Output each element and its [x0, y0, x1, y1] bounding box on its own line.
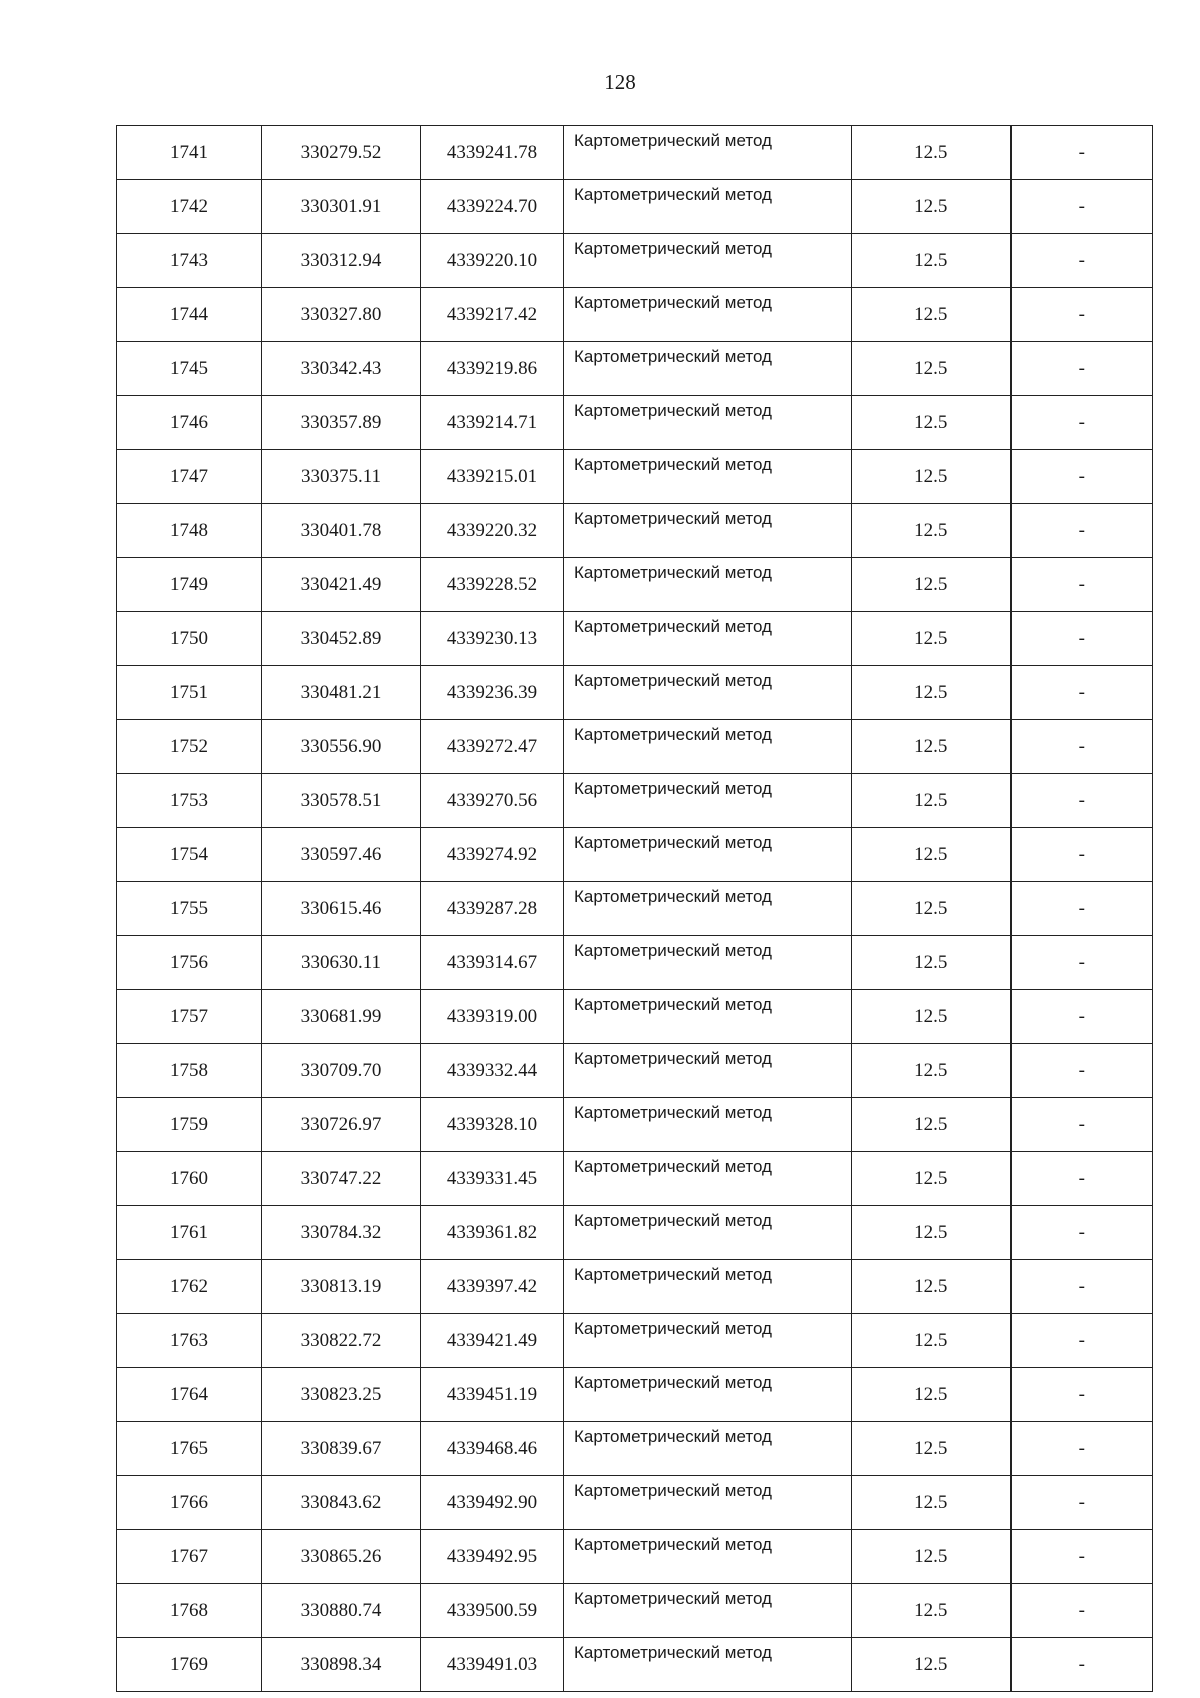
y-coordinate-cell: 4339397.42	[421, 1260, 564, 1314]
point-number-cell: 1743	[117, 234, 262, 288]
x-coordinate-cell: 330452.89	[262, 612, 421, 666]
table-row	[117, 126, 1153, 180]
table-row	[117, 288, 1153, 342]
method-cell: Картометрический метод	[564, 666, 852, 720]
point-number-cell: 1763	[117, 1314, 262, 1368]
point-number-cell: 1745	[117, 342, 262, 396]
y-coordinate-cell: 4339215.01	[421, 450, 564, 504]
y-coordinate-cell: 4339421.49	[421, 1314, 564, 1368]
table-body	[117, 126, 1153, 1692]
table-row	[117, 1638, 1153, 1692]
y-coordinate-cell: 4339319.00	[421, 990, 564, 1044]
x-coordinate-cell: 330681.99	[262, 990, 421, 1044]
method-cell: Картометрический метод	[564, 1584, 852, 1638]
note-cell: -	[1011, 180, 1153, 234]
table-row	[117, 1422, 1153, 1476]
method-cell: Картометрический метод	[564, 1530, 852, 1584]
note-cell: -	[1011, 288, 1153, 342]
y-coordinate-cell: 4339219.86	[421, 342, 564, 396]
y-coordinate-cell: 4339332.44	[421, 1044, 564, 1098]
table-row	[117, 612, 1153, 666]
table-row	[117, 936, 1153, 990]
y-coordinate-cell: 4339492.90	[421, 1476, 564, 1530]
point-number-cell: 1758	[117, 1044, 262, 1098]
point-number-cell: 1757	[117, 990, 262, 1044]
y-coordinate-cell: 4339220.32	[421, 504, 564, 558]
point-number-cell: 1756	[117, 936, 262, 990]
y-coordinate-cell: 4339220.10	[421, 234, 564, 288]
table-row	[117, 720, 1153, 774]
y-coordinate-cell: 4339491.03	[421, 1638, 564, 1692]
accuracy-cell: 12.5	[852, 1530, 1011, 1584]
point-number-cell: 1760	[117, 1152, 262, 1206]
y-coordinate-cell: 4339468.46	[421, 1422, 564, 1476]
point-number-cell: 1742	[117, 180, 262, 234]
note-cell: -	[1011, 1044, 1153, 1098]
table-row	[117, 1314, 1153, 1368]
accuracy-cell: 12.5	[852, 1314, 1011, 1368]
note-cell: -	[1011, 1476, 1153, 1530]
note-cell: -	[1011, 612, 1153, 666]
table-row	[117, 396, 1153, 450]
y-coordinate-cell: 4339272.47	[421, 720, 564, 774]
accuracy-cell: 12.5	[852, 180, 1011, 234]
table-row	[117, 1044, 1153, 1098]
point-number-cell: 1744	[117, 288, 262, 342]
table-row	[117, 234, 1153, 288]
x-coordinate-cell: 330843.62	[262, 1476, 421, 1530]
x-coordinate-cell: 330481.21	[262, 666, 421, 720]
accuracy-cell: 12.5	[852, 558, 1011, 612]
note-cell: -	[1011, 1314, 1153, 1368]
note-cell: -	[1011, 666, 1153, 720]
y-coordinate-cell: 4339241.78	[421, 126, 564, 180]
accuracy-cell: 12.5	[852, 1584, 1011, 1638]
table-row	[117, 990, 1153, 1044]
table-row	[117, 882, 1153, 936]
note-cell: -	[1011, 126, 1153, 180]
note-cell: -	[1011, 1530, 1153, 1584]
table-row	[117, 1368, 1153, 1422]
method-cell: Картометрический метод	[564, 1206, 852, 1260]
note-cell: -	[1011, 342, 1153, 396]
table-row	[117, 450, 1153, 504]
accuracy-cell: 12.5	[852, 288, 1011, 342]
method-cell: Картометрический метод	[564, 1044, 852, 1098]
y-coordinate-cell: 4339361.82	[421, 1206, 564, 1260]
note-cell: -	[1011, 1206, 1153, 1260]
x-coordinate-cell: 330709.70	[262, 1044, 421, 1098]
x-coordinate-cell: 330327.80	[262, 288, 421, 342]
x-coordinate-cell: 330784.32	[262, 1206, 421, 1260]
point-number-cell: 1747	[117, 450, 262, 504]
y-coordinate-cell: 4339270.56	[421, 774, 564, 828]
point-number-cell: 1753	[117, 774, 262, 828]
accuracy-cell: 12.5	[852, 828, 1011, 882]
method-cell: Картометрический метод	[564, 396, 852, 450]
point-number-cell: 1754	[117, 828, 262, 882]
accuracy-cell: 12.5	[852, 1638, 1011, 1692]
y-coordinate-cell: 4339314.67	[421, 936, 564, 990]
note-cell: -	[1011, 1638, 1153, 1692]
method-cell: Картометрический метод	[564, 1314, 852, 1368]
x-coordinate-cell: 330312.94	[262, 234, 421, 288]
point-number-cell: 1769	[117, 1638, 262, 1692]
accuracy-cell: 12.5	[852, 126, 1011, 180]
accuracy-cell: 12.5	[852, 1098, 1011, 1152]
x-coordinate-cell: 330898.34	[262, 1638, 421, 1692]
table-row	[117, 180, 1153, 234]
method-cell: Картометрический метод	[564, 180, 852, 234]
accuracy-cell: 12.5	[852, 720, 1011, 774]
method-cell: Картометрический метод	[564, 1368, 852, 1422]
method-cell: Картометрический метод	[564, 1476, 852, 1530]
point-number-cell: 1761	[117, 1206, 262, 1260]
note-cell: -	[1011, 1260, 1153, 1314]
method-cell: Картометрический метод	[564, 612, 852, 666]
note-cell: -	[1011, 936, 1153, 990]
method-cell: Картометрический метод	[564, 342, 852, 396]
accuracy-cell: 12.5	[852, 882, 1011, 936]
y-coordinate-cell: 4339500.59	[421, 1584, 564, 1638]
point-number-cell: 1755	[117, 882, 262, 936]
y-coordinate-cell: 4339451.19	[421, 1368, 564, 1422]
accuracy-cell: 12.5	[852, 1368, 1011, 1422]
point-number-cell: 1766	[117, 1476, 262, 1530]
accuracy-cell: 12.5	[852, 234, 1011, 288]
table-row	[117, 1098, 1153, 1152]
point-number-cell: 1762	[117, 1260, 262, 1314]
method-cell: Картометрический метод	[564, 234, 852, 288]
point-number-cell: 1759	[117, 1098, 262, 1152]
note-cell: -	[1011, 882, 1153, 936]
table-row	[117, 774, 1153, 828]
method-cell: Картометрический метод	[564, 558, 852, 612]
x-coordinate-cell: 330615.46	[262, 882, 421, 936]
x-coordinate-cell: 330726.97	[262, 1098, 421, 1152]
x-coordinate-cell: 330880.74	[262, 1584, 421, 1638]
point-number-cell: 1741	[117, 126, 262, 180]
y-coordinate-cell: 4339236.39	[421, 666, 564, 720]
note-cell: -	[1011, 558, 1153, 612]
accuracy-cell: 12.5	[852, 1206, 1011, 1260]
note-cell: -	[1011, 504, 1153, 558]
point-number-cell: 1751	[117, 666, 262, 720]
x-coordinate-cell: 330375.11	[262, 450, 421, 504]
table-row	[117, 1476, 1153, 1530]
note-cell: -	[1011, 1584, 1153, 1638]
method-cell: Картометрический метод	[564, 936, 852, 990]
x-coordinate-cell: 330556.90	[262, 720, 421, 774]
note-cell: -	[1011, 450, 1153, 504]
accuracy-cell: 12.5	[852, 774, 1011, 828]
page-number: 128	[604, 70, 636, 94]
point-number-cell: 1748	[117, 504, 262, 558]
table-row	[117, 504, 1153, 558]
x-coordinate-cell: 330597.46	[262, 828, 421, 882]
y-coordinate-cell: 4339287.28	[421, 882, 564, 936]
accuracy-cell: 12.5	[852, 396, 1011, 450]
y-coordinate-cell: 4339214.71	[421, 396, 564, 450]
y-coordinate-cell: 4339228.52	[421, 558, 564, 612]
point-number-cell: 1746	[117, 396, 262, 450]
method-cell: Картометрический метод	[564, 774, 852, 828]
y-coordinate-cell: 4339217.42	[421, 288, 564, 342]
method-cell: Картометрический метод	[564, 882, 852, 936]
accuracy-cell: 12.5	[852, 1422, 1011, 1476]
table-row	[117, 1152, 1153, 1206]
table-row	[117, 1530, 1153, 1584]
accuracy-cell: 12.5	[852, 612, 1011, 666]
accuracy-cell: 12.5	[852, 666, 1011, 720]
x-coordinate-cell: 330747.22	[262, 1152, 421, 1206]
x-coordinate-cell: 330822.72	[262, 1314, 421, 1368]
accuracy-cell: 12.5	[852, 990, 1011, 1044]
method-cell: Картометрический метод	[564, 828, 852, 882]
point-number-cell: 1749	[117, 558, 262, 612]
accuracy-cell: 12.5	[852, 936, 1011, 990]
accuracy-cell: 12.5	[852, 1476, 1011, 1530]
note-cell: -	[1011, 1098, 1153, 1152]
method-cell: Картометрический метод	[564, 1098, 852, 1152]
x-coordinate-cell: 330865.26	[262, 1530, 421, 1584]
table-row	[117, 828, 1153, 882]
point-number-cell: 1765	[117, 1422, 262, 1476]
x-coordinate-cell: 330279.52	[262, 126, 421, 180]
table-row	[117, 666, 1153, 720]
coordinates-table	[116, 125, 1153, 1692]
point-number-cell: 1764	[117, 1368, 262, 1422]
method-cell: Картометрический метод	[564, 288, 852, 342]
note-cell: -	[1011, 1422, 1153, 1476]
note-cell: -	[1011, 990, 1153, 1044]
note-cell: -	[1011, 1152, 1153, 1206]
point-number-cell: 1767	[117, 1530, 262, 1584]
y-coordinate-cell: 4339492.95	[421, 1530, 564, 1584]
method-cell: Картометрический метод	[564, 1152, 852, 1206]
point-number-cell: 1750	[117, 612, 262, 666]
y-coordinate-cell: 4339224.70	[421, 180, 564, 234]
note-cell: -	[1011, 774, 1153, 828]
method-cell: Картометрический метод	[564, 126, 852, 180]
method-cell: Картометрический метод	[564, 1422, 852, 1476]
y-coordinate-cell: 4339274.92	[421, 828, 564, 882]
x-coordinate-cell: 330401.78	[262, 504, 421, 558]
x-coordinate-cell: 330421.49	[262, 558, 421, 612]
method-cell: Картометрический метод	[564, 990, 852, 1044]
y-coordinate-cell: 4339331.45	[421, 1152, 564, 1206]
note-cell: -	[1011, 234, 1153, 288]
x-coordinate-cell: 330813.19	[262, 1260, 421, 1314]
table-row	[117, 1260, 1153, 1314]
table-row	[117, 342, 1153, 396]
table-row	[117, 1206, 1153, 1260]
y-coordinate-cell: 4339328.10	[421, 1098, 564, 1152]
note-cell: -	[1011, 396, 1153, 450]
method-cell: Картометрический метод	[564, 720, 852, 774]
x-coordinate-cell: 330357.89	[262, 396, 421, 450]
accuracy-cell: 12.5	[852, 342, 1011, 396]
accuracy-cell: 12.5	[852, 504, 1011, 558]
table-row	[117, 558, 1153, 612]
method-cell: Картометрический метод	[564, 504, 852, 558]
point-number-cell: 1752	[117, 720, 262, 774]
table-row	[117, 1584, 1153, 1638]
accuracy-cell: 12.5	[852, 450, 1011, 504]
accuracy-cell: 12.5	[852, 1044, 1011, 1098]
method-cell: Картометрический метод	[564, 450, 852, 504]
x-coordinate-cell: 330839.67	[262, 1422, 421, 1476]
x-coordinate-cell: 330342.43	[262, 342, 421, 396]
y-coordinate-cell: 4339230.13	[421, 612, 564, 666]
accuracy-cell: 12.5	[852, 1152, 1011, 1206]
point-number-cell: 1768	[117, 1584, 262, 1638]
method-cell: Картометрический метод	[564, 1638, 852, 1692]
accuracy-cell: 12.5	[852, 1260, 1011, 1314]
note-cell: -	[1011, 1368, 1153, 1422]
note-cell: -	[1011, 720, 1153, 774]
method-cell: Картометрический метод	[564, 1260, 852, 1314]
x-coordinate-cell: 330630.11	[262, 936, 421, 990]
note-cell: -	[1011, 828, 1153, 882]
x-coordinate-cell: 330578.51	[262, 774, 421, 828]
x-coordinate-cell: 330823.25	[262, 1368, 421, 1422]
x-coordinate-cell: 330301.91	[262, 180, 421, 234]
